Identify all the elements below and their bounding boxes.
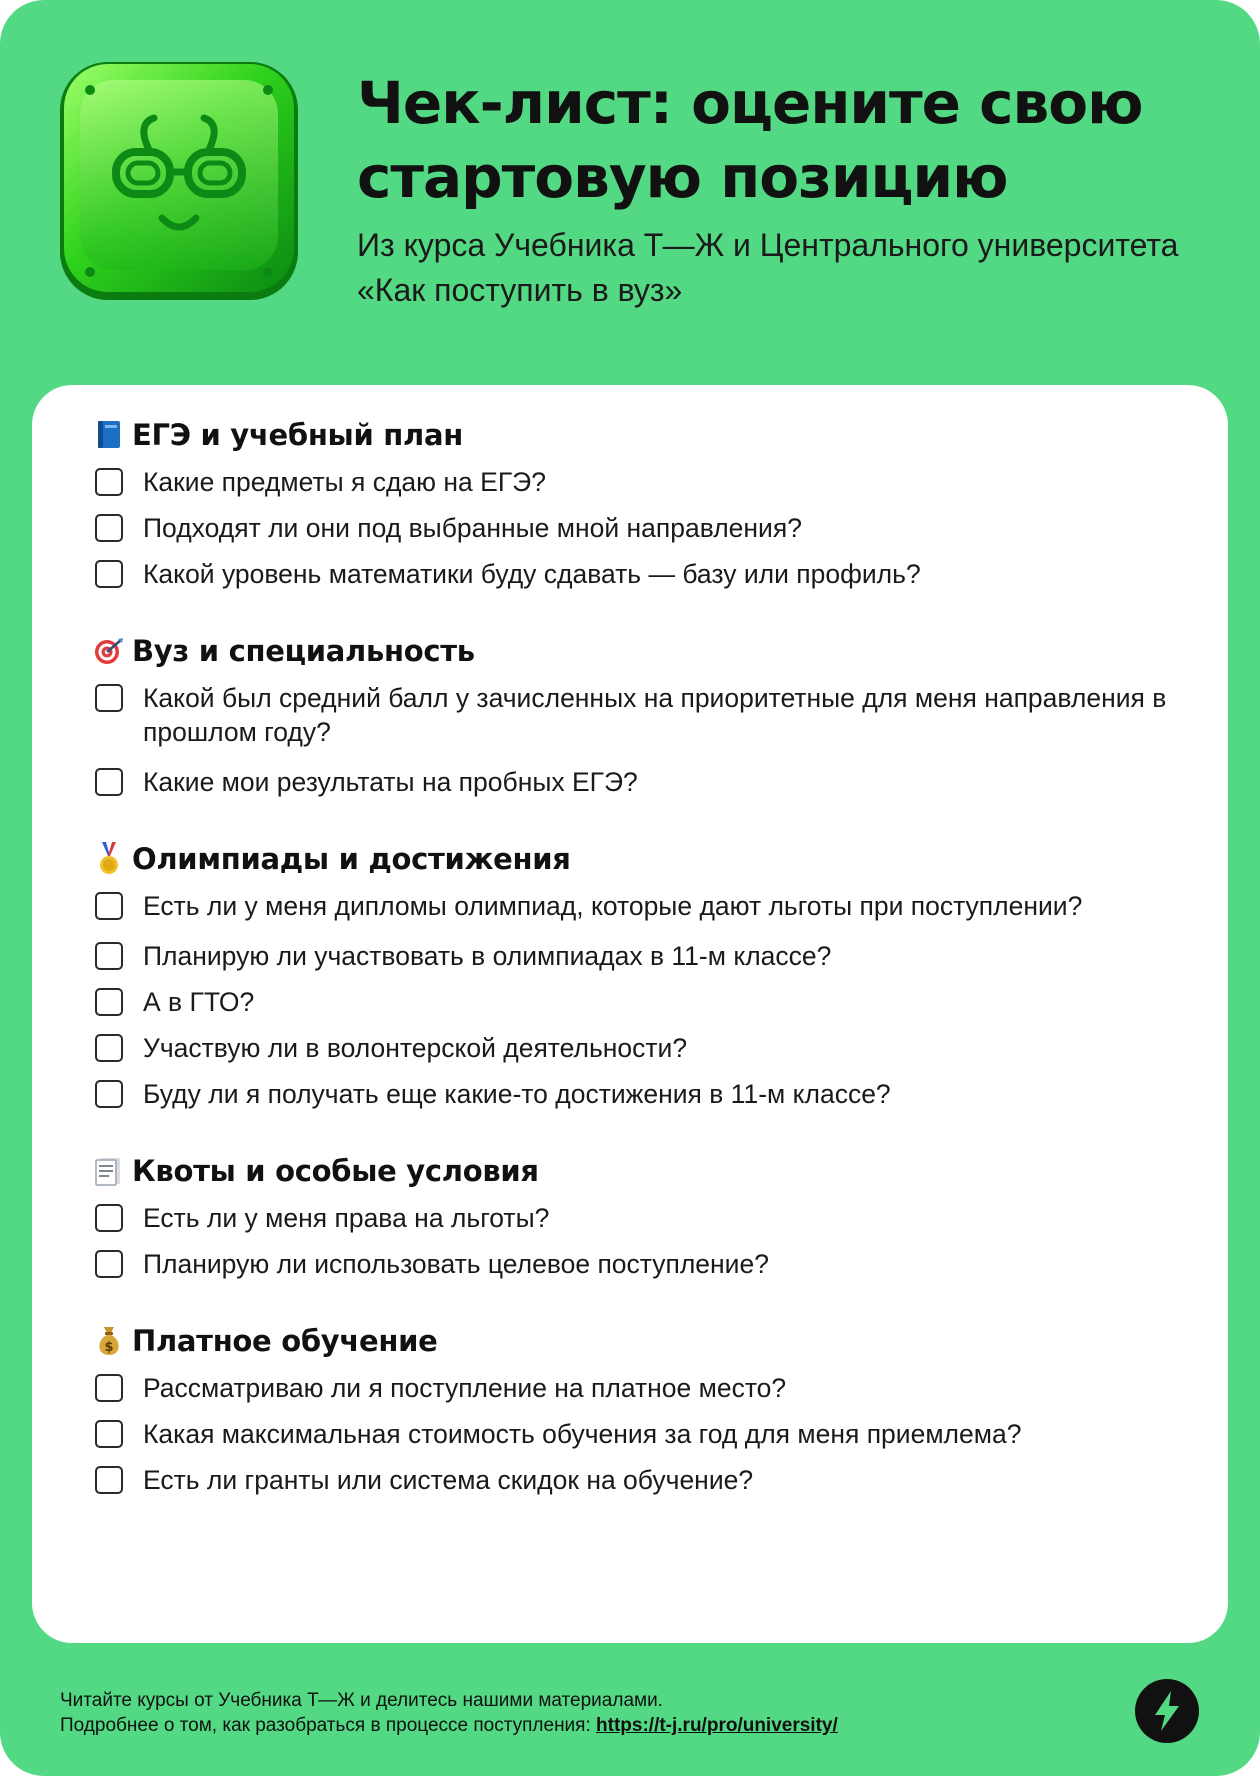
item-text: Есть ли у меня дипломы олимпиад, которые дают льготы при поступлении? bbox=[143, 891, 1083, 921]
svg-text:$: $ bbox=[104, 1340, 114, 1355]
money-bag-icon bbox=[94, 1326, 124, 1356]
footer-line-2 bbox=[60, 1713, 838, 1738]
footer-line-1: Читайте курсы от Учебника Т—Ж и делитесь нашими материалами. bbox=[60, 1690, 663, 1711]
checkbox[interactable] bbox=[95, 1374, 123, 1402]
item-text: Участвую ли в волонтерской деятельности? bbox=[143, 1033, 688, 1063]
checkbox[interactable] bbox=[95, 1080, 123, 1108]
item-text: Есть ли у меня права на льготы? bbox=[143, 1203, 550, 1233]
footer-line-2-text: Подробнее о том, как разобраться в процессе поступления: bbox=[60, 1715, 597, 1736]
document-icon bbox=[94, 1156, 124, 1186]
item-text: Буду ли я получать еще какие-то достижения в 11-м классе? bbox=[143, 1079, 891, 1109]
page-title: Чек-лист: оцените свою стартовую позицию bbox=[357, 69, 1143, 211]
checkbox[interactable] bbox=[95, 1250, 123, 1278]
section-title: Олимпиады и достижения bbox=[132, 842, 571, 876]
item-text: Какой уровень математики буду сдавать — базу или профиль? bbox=[143, 559, 921, 589]
item-text: Какой был средний балл у зачисленных на приоритетные для меня направления в прошлом году? bbox=[143, 683, 1167, 747]
section-quotas bbox=[64, 1151, 1224, 1281]
checklist-item[interactable] bbox=[95, 765, 1224, 799]
item-text: Планирую ли использовать целевое поступление? bbox=[143, 1249, 769, 1279]
checkbox[interactable] bbox=[95, 684, 123, 712]
section-paid-education bbox=[64, 1321, 1224, 1497]
medal-icon bbox=[94, 844, 124, 874]
checklist-item[interactable] bbox=[95, 985, 1224, 1019]
footer bbox=[60, 1688, 838, 1738]
target-dart-icon bbox=[94, 636, 124, 666]
page-subtitle: Из курса Учебника Т—Ж и Центрального университета «Как поступить в вуз» bbox=[357, 227, 1179, 308]
blue-book-icon bbox=[94, 420, 124, 450]
item-text: Какая максимальная стоимость обучения за год для меня приемлема? bbox=[143, 1419, 1022, 1449]
item-text: Планирую ли участвовать в олимпиадах в 11-м классе? bbox=[143, 941, 832, 971]
checkbox[interactable] bbox=[95, 1204, 123, 1232]
checklist-item[interactable] bbox=[95, 939, 1224, 973]
section-title: Платное обучение bbox=[132, 1324, 438, 1358]
checklist-item[interactable] bbox=[95, 465, 1224, 499]
checklist-item[interactable] bbox=[95, 889, 1224, 923]
checklist-item[interactable] bbox=[95, 1417, 1224, 1451]
item-text: Подходят ли они под выбранные мной направления? bbox=[143, 513, 802, 543]
checkbox[interactable] bbox=[95, 768, 123, 796]
item-text: Есть ли гранты или система скидок на обучение? bbox=[143, 1465, 754, 1495]
checklist-item[interactable] bbox=[95, 1371, 1224, 1405]
checklist-item[interactable] bbox=[95, 1077, 1224, 1111]
checklist-item[interactable] bbox=[95, 1463, 1224, 1497]
checklist-item[interactable] bbox=[95, 557, 1224, 591]
item-text: А в ГТО? bbox=[143, 987, 255, 1017]
item-text: Какие мои результаты на пробных ЕГЭ? bbox=[143, 767, 638, 797]
checklist-card bbox=[32, 385, 1228, 1643]
checklist-item[interactable] bbox=[95, 511, 1224, 545]
section-title: Квоты и особые условия bbox=[132, 1154, 539, 1188]
checklist-item[interactable] bbox=[95, 1031, 1224, 1065]
section-title: Вуз и специальность bbox=[132, 634, 475, 668]
checkbox[interactable] bbox=[95, 1466, 123, 1494]
checkbox[interactable] bbox=[95, 1420, 123, 1448]
checkbox[interactable] bbox=[95, 468, 123, 496]
item-text: Рассматриваю ли я поступление на платное место? bbox=[143, 1373, 787, 1403]
lightning-logo-icon bbox=[1135, 1679, 1199, 1743]
checklist-item[interactable] bbox=[95, 1247, 1224, 1281]
checklist-item[interactable] bbox=[95, 1201, 1224, 1235]
checkbox[interactable] bbox=[95, 560, 123, 588]
section-exam-plan bbox=[64, 415, 1224, 591]
checkbox[interactable] bbox=[95, 892, 123, 920]
checkbox[interactable] bbox=[95, 514, 123, 542]
section-university-specialty bbox=[64, 631, 1224, 799]
mascot-logo-icon bbox=[58, 60, 300, 302]
checkbox[interactable] bbox=[95, 942, 123, 970]
checklist-item[interactable] bbox=[95, 681, 1224, 749]
checkbox[interactable] bbox=[95, 988, 123, 1016]
checkbox[interactable] bbox=[95, 1034, 123, 1062]
section-title: ЕГЭ и учебный план bbox=[132, 418, 463, 452]
section-olympiads bbox=[64, 839, 1224, 1111]
item-text: Какие предметы я сдаю на ЕГЭ? bbox=[143, 467, 546, 497]
university-link[interactable]: https://t-j.ru/pro/university/ bbox=[596, 1715, 838, 1736]
